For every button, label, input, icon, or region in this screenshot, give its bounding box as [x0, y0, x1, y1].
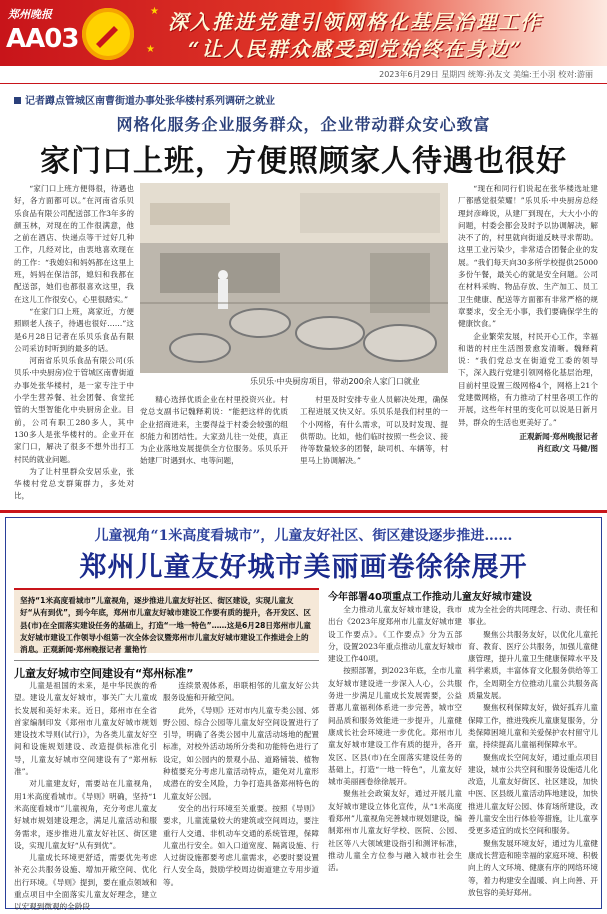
slogan-line-1: 深入推进党建引领网格化基层治理工作 — [168, 10, 542, 34]
paragraph: “在家门口上班，离家近，方便照顾老人孩子，待遇也很好……”这是6月28日记者在乐贝乐食品有限公司采访时听到的最多的话。 — [14, 306, 134, 353]
paragraph: 按照部署，到2023年底，全市儿童友好城市建设进一步深入人心，公共服务进一步满足儿童成长发展需要，公益普惠儿童福利体系进一步完善，城市空间品质和服务效能进一步提升，儿童健康成长社会环境进一步优化。郑州市儿童友好城市建设工作有质的提升，各开发区、区县(市)在全面落实建设任务的基础上，打造“一地一特色”，儿童友好城市美丽画卷徐徐展开。 — [328, 666, 462, 787]
lower-column-4 — [468, 604, 598, 899]
paragraph: 河南省乐贝乐食品有限公司(乐贝乐·中央厨房)位于管城区南曹街道办事处张华楼村，是一家专注于中小学生营养餐、社会团餐、食堂托管的大型智能化中央厨房企业。目前，公司有职工280多人，其中130多人是张华楼村的。企业开在家门口，解决了很多不想外出打工村民的就业问题。 — [14, 356, 134, 464]
paragraph: 成为全社会的共同理念、行动、责任和事业。 — [468, 605, 598, 627]
paragraph: 聚焦公共服务友好，以优化儿童托育、教育、医疗公共服务，加强儿童健康管理，提升儿童卫生健康保障水平及科学素质，丰富体育文化服务供给等工作，全周期全方位推动儿童公共服务高质量发展。 — [468, 629, 598, 701]
paragraph: 聚焦成长空间友好，通过重点项目建设，城市公共空间和服务设施适儿化改造，儿童友好街区、社区建设，加快中医、区县级儿童活动阵地建设，加快推进儿童友好公园、体育场所建设，改善儿童安全出行体验等措施，让儿童享受更多适宜的成长空间和服务。 — [468, 752, 598, 836]
paragraph: 为了让村里群众安居乐业，张华楼村党总支群策群力，多处对比， — [14, 466, 134, 501]
paragraph: 全力推动儿童友好城市建设，我市出台《2023年度郑州市儿童友好城市建设工作要点》。《工作要点》分为五部分，设置2023年重点推动儿童友好城市建设工作40项。 — [328, 605, 462, 664]
paragraph: 村里及时安排专业人员解决处理，确保工程进展又快又好。乐贝乐是我们村里的一个小网格，有什么需求，可以及时发现、提供帮助。比如，他们临时按照一些会议、接待等数量较多的团餐，缺司机、车辆等，村里马上协调解决。” — [300, 395, 448, 466]
paragraph: 精心选择优质企业在村里投资兴业。村党总支副书记魏释莉说：“能把这样的优质企业招商进来，主要得益于村委会较强的组织能力和团结性。大家劲儿往一处使，真正为企业落地发展提供全方位服务。乐贝乐开始建厂时遇到水、电等问题， — [140, 395, 288, 466]
lower-subheading: 儿童视角“1米高度看城市”，儿童友好社区、街区建设逐步推进…… — [94, 528, 513, 544]
byline-line-2: 肖红政/文 马健/图 — [536, 444, 598, 454]
dateline: 2023年6月29日 星期四 统筹:孙友文 美编:王小羽 校对:游丽 — [0, 66, 607, 84]
paragraph: 企业繁荣发展，村民开心工作，幸福和谐的村庄生活图景愈发清晰。魏释莉说：“我们党总支在街道党工委的领导下，深入践行党建引领网格化基层治理，目前村里设置三级网格4个，网格上21个党建微网格，有力推动了村里各项工作的开展，这些年村里的变化可以说是日新月异，群众的生活也更美好了。” — [458, 331, 598, 427]
section-divider — [0, 510, 607, 513]
top-subheading: 网格化服务企业服务群众，企业带动群众安心致富 — [116, 115, 491, 134]
star-icon: ★ — [150, 6, 159, 17]
lower-headline: 郑州儿童友好城市美丽画卷徐徐展开 — [79, 552, 528, 583]
top-column-2 — [140, 394, 288, 468]
byline-line-1: 正观新闻·郑州晚报记者 — [519, 431, 598, 441]
top-column-4 — [458, 183, 598, 456]
paragraph: 此外，《导则》还对市内儿童专类公园、郊野公园、综合公园等儿童友好空间设置进行了引导，明确了各类公园中儿童活动场地的配置标准，对校外活动场所分类和功能特色进行了设定，如公园内的景观小品、道路铺装、植物种植要充分考虑儿童活动特点，避免对儿童形成潜在的安全风险，力争打造具备郑州特色的儿童友好公园。 — [163, 705, 319, 801]
paragraph: 对儿童建友好，需要站在儿童视角，用1米高度看城市。《导则》明确，坚持“1米高度看城市”儿童视角，充分考虑儿童友好城市规划建设理念，满足儿童活动和服务需求，逐步推进儿童友好社区、街区建设，实现儿童友好“从有到优”。 — [14, 779, 157, 850]
paragraph: 儿童是祖国的未来，是中华民族的希望。建设儿童友好城市，事关广大儿童成长发展和美好未来。近日，郑州市在全省首家编制印发《郑州市儿童友好城市规划建设技术导则(试行)》，为各类儿童友好空间和设施规划建设、改造提供标准化引导，儿童友好城市空间建设有了“郑州标准”。 — [14, 681, 157, 777]
kitchen-photo — [140, 183, 448, 373]
page-number: AA03 — [6, 24, 79, 54]
paragraph: “现在和同行们说起在张华楼选址建厂都感觉很荣耀！”乐贝乐·中央厨房总经理封彦峰说，从建厂到现在，大大小小的问题，村委会都会及时予以协调解决，解决不了的，村里就向街道反映寻求帮助。这里工业污染少，非常适合团餐企业的发展。“我们每天向30多所学校提供25000多份午餐，最关心的就是安全问题。公司在材料采购、物品存放、生产加工、员工卫生健康、配送等方面都有非常严格的规章要求，安全无小事，我们要确保学生的健康饮食。” — [458, 184, 598, 329]
lower-column-2 — [163, 680, 319, 889]
section-heading: 儿童友好城市空间建设有“郑州标准” — [14, 660, 319, 681]
paragraph: 聚焦发展环境友好，通过为儿童健康成长营造和睦幸福的家庭环境、积极向上的人文环境、健康有序的网络环境等，着力构建安全温暖、向上向善、开放包容的美好郑州。 — [468, 838, 598, 897]
bullet-square-icon — [14, 97, 21, 104]
paper-name: 郑州晚报 — [8, 8, 52, 21]
kicker-text: 记者蹲点管城区南曹街道办事处张华楼村系列调研之就业 — [25, 96, 275, 107]
paragraph: “家门口上班方便得很，待遇也好，各方面都可以。”在河南省乐贝乐食品有限公司配送部工作3年多的颜玉林，对现在的工作很满意，他之前在酒店、快递点等干过好几种工作，几经对比，由衷地喜欢现在的工作：“我媳妇和妈妈都在这里上班，妈妈在保洁部，媳妇和我都在配送部，她们也都很喜欢这里，我在这儿工作很安心，心里很踏实。” — [14, 184, 134, 304]
paragraph: 聚焦社会政策友好，通过开展儿童友好城市建设立体化宣传，从“1米高度看郑州”儿童视角完善城市规划建设，编制郑州市儿童友好学校、医院、公园、社区等八大领域建设指引和测评标准，推动儿童全方位参与融入城市社会生活。 — [328, 789, 462, 873]
top-headline: 家门口上班，方便照顾家人待遇也很好 — [40, 144, 567, 179]
paragraph: 连续景观体系，串联相邻的儿童友好公共服务设施和开敞空间。 — [163, 681, 319, 703]
photo-caption: 乐贝乐·中央厨房项目，带动200余人家门口就业 — [250, 377, 420, 386]
lead-paragraph: 坚持“1米高度看城市”儿童视角，逐步推进儿童友好社区、街区建设，实现儿童友好“从有到优”，到今年底，郑州市儿童友好城市建设工作要有质的提升，各开发区、区县(市)在全面落实建设任务的基础上，打造“一地一特色”……这是6月28日郑州市儿童友好城市建设工作领导小组第一次全体会议暨郑州市儿童友好城市建设工作推进会上的消息。正观新闻·郑州晚报记者 董艳竹 — [14, 590, 319, 653]
paragraph: 安全的出行环境至关重要。按照《导则》要求，儿童流量较大的建筑或空间周边，要注重行人交通、非机动车交通的系统管理，保障儿童出行安全。如入口道宽度、隔离设施、行人过街设施都要考虑儿童需求，必要时要设置行人安全岛，鼓励学校周边街道建立专用步道等。 — [163, 803, 319, 887]
top-column-1 — [14, 183, 134, 503]
paragraph: 聚焦权利保障友好，做好孤弃儿童保障工作，推进残疾儿童康复服务，分类保障困境儿童和关爱保护农村留守儿童，持续提高儿童福利保障水平。 — [468, 703, 598, 750]
byline — [458, 431, 598, 456]
lower-sidehead: 今年部署40项重点工作推动儿童友好城市建设 — [328, 592, 532, 603]
top-column-3 — [300, 394, 448, 468]
party-emblem-icon — [82, 8, 134, 60]
paragraph: 儿童成长环境更舒适，需要优先考虑补充公共服务设施、增加开敞空间、优化出行环境。《导则》提到，要在重点领域和重点项目中全面落实儿童友好理念，建立以宏观到微观的全龄段 — [14, 853, 157, 912]
series-kicker — [14, 92, 275, 107]
slogan-line-2: “让人民群众感受到党始终在身边” — [188, 37, 524, 61]
star-icon: ★ — [146, 44, 155, 55]
masthead-banner — [0, 0, 607, 66]
lower-column-1 — [14, 680, 157, 914]
lower-column-3 — [328, 604, 462, 875]
